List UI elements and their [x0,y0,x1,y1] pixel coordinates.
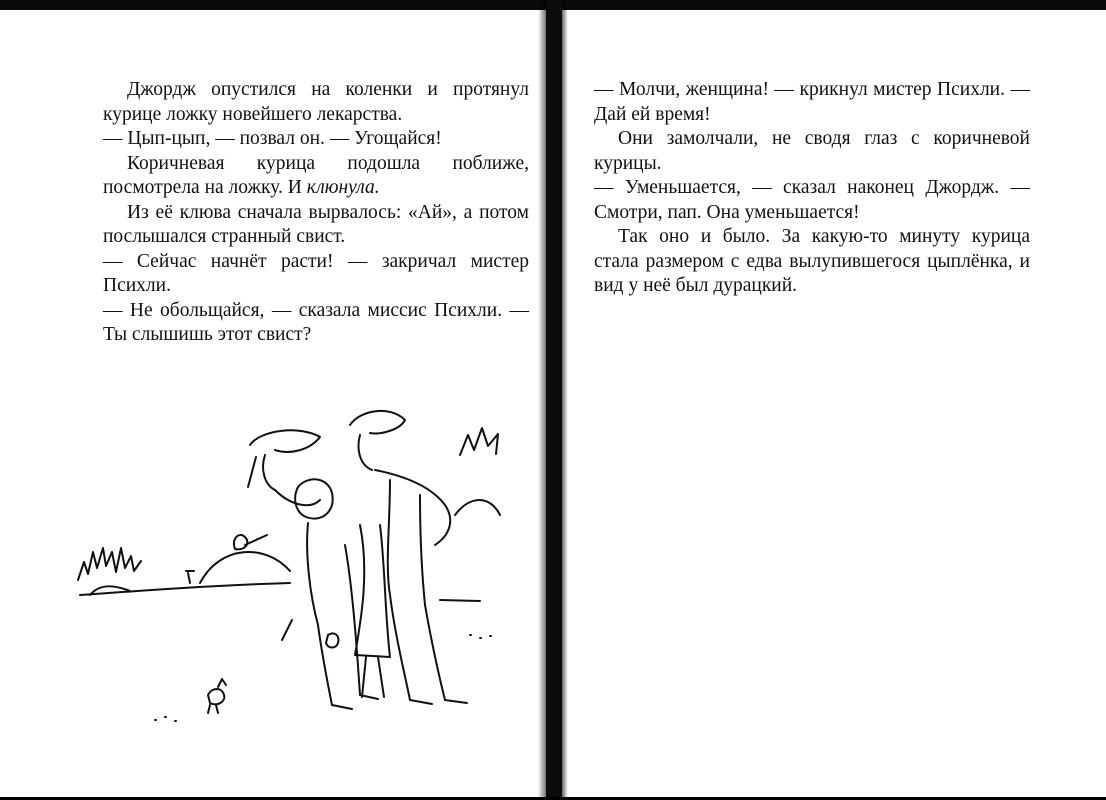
paragraph: Так оно и было. За какую-то минуту курица стала размером с едва вылупившегося цыплёнка, и вид у неё был дурацкий. [594,226,1030,296]
paragraph: — Цып-цып, — позвал он. — Угощайся! [103,128,442,149]
paragraph: — Уменьшается, — сказал наконец Джордж. — Смотри, пап. Она уменьшается! [594,177,1030,223]
left-page-text [103,78,529,348]
paragraph-text: Коричневая курица подошла поближе, посмотрела на ложку. И [103,152,529,198]
paragraph: — Не обольщайся, — сказала миссис Психли. — Ты слышишь этот свист? [103,299,529,345]
emphasis-text: клюнула. [306,177,380,198]
paragraph: Они замолчали, не сводя глаз с коричневой курицы. [594,128,1030,174]
left-page [0,0,546,800]
paragraph [103,152,529,201]
book-gutter [546,0,562,800]
right-page [562,0,1106,800]
family-watching-chicken-drawing-icon [60,395,530,735]
right-page-text [594,78,1030,299]
paragraph: — Молчи, женщина! — крикнул мистер Психли. — Дай ей время! [594,79,1030,125]
paragraph: Из её клюва сначала вырвалось: «Ай», а потом послышался странный свист. [103,201,529,247]
paragraph: — Сейчас начнёт расти! — закричал мистер Психли. [103,250,529,296]
paragraph: Джордж опустился на коленки и протянул курице ложку новейшего лекарства. [103,79,529,125]
